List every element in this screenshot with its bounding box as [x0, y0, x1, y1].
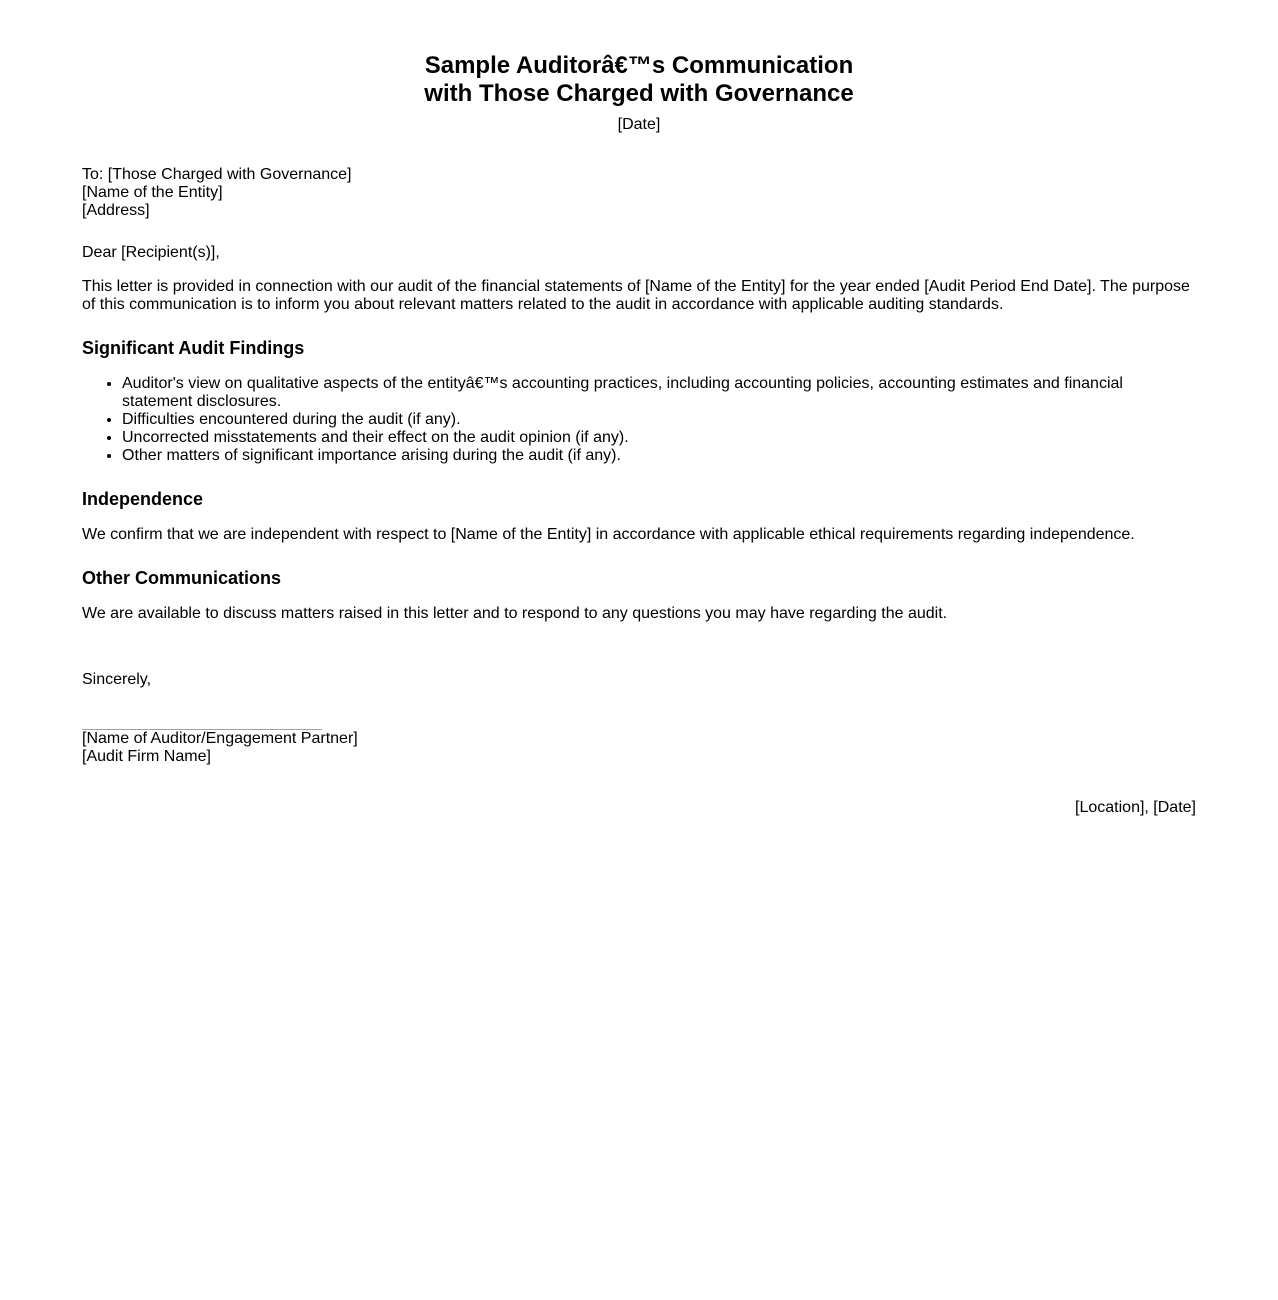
recipient-to-line: To: [Those Charged with Governance]: [82, 166, 352, 183]
firm-name: [Audit Firm Name]: [82, 748, 211, 765]
list-item: • Auditor's view on qualitative aspects of the entityâ€™s accounting practices, including accounting policies, accounting estimates and financial statement disclosures.: [122, 375, 1196, 411]
intro-paragraph: This letter is provided in connection with our audit of the financial statements of [Name of the Entity] for the year ended [Audit Period End Date]. The purpose of this communication is to inform you about relevant matters related to the audit in accordance with applicable auditing standards.: [82, 278, 1190, 313]
section-heading-other-communications: Other Communications: [82, 568, 282, 588]
recipient-address-block: [82, 166, 351, 220]
list-item: • Difficulties encountered during the audit (if any).: [122, 411, 1196, 429]
letter-date: [Date]: [617, 116, 661, 133]
salutation: Dear [Recipient(s)],: [82, 244, 220, 261]
title-line-2: with Those Charged with Governance: [424, 80, 854, 107]
signatory-name: [Name of Auditor/Engagement Partner]: [82, 730, 358, 747]
other-communications-paragraph: We are available to discuss matters raised in this letter and to respond to any questions you may have regarding the audit.: [82, 605, 948, 622]
signature-block: [82, 730, 358, 766]
section-heading-findings: Significant Audit Findings: [82, 338, 305, 358]
page-title: [82, 52, 1196, 108]
recipient-entity: [Name of the Entity]: [82, 184, 223, 201]
findings-list: [82, 375, 1196, 465]
title-line-1: Sample Auditorâ€™s Communication: [424, 52, 854, 79]
location-date: [Location], [Date]: [1075, 799, 1196, 816]
section-heading-independence: Independence: [82, 489, 204, 509]
closing: Sincerely,: [82, 671, 152, 688]
list-item: • Uncorrected misstatements and their effect on the audit opinion (if any).: [122, 429, 1196, 447]
list-item: • Other matters of significant importance arising during the audit (if any).: [122, 447, 1196, 465]
independence-paragraph: We confirm that we are independent with respect to [Name of the Entity] in accordance with applicable ethical requirements regarding independence.: [82, 526, 1135, 543]
recipient-address: [Address]: [82, 202, 150, 219]
